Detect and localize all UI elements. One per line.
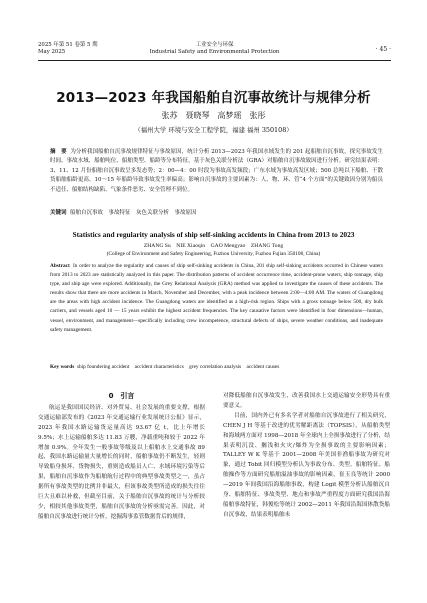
page-number: · 45 ·: [375, 46, 391, 53]
authors-en: ZHANG Su NIE Xiaoqin GAO Mengyao ZHANG Tong: [143, 243, 284, 249]
keywords-en-text: ship foundering accident accident characteristics grey correlation analysis accident causes: [76, 364, 280, 370]
body-column-right: [223, 392, 390, 521]
section-heading-introduction: 0 引言: [108, 392, 135, 400]
keywords-cn-label: 关键词: [50, 210, 67, 216]
intro-paragraph-1: 航运是我国国民经济、对外贸易、社会发展的重要支撑，根据交通运输部发布的《2023 年交通运输行业发展统计公报》显示，2023 年我国水路运输货运量高达 93.67 亿 t，比上年增长 9.5%；水上运输船舶多达 11.83 万艘，净载重吨和较于 2022 年增加 0.9%。全年发生一般事故等级及以上船舶水上交通事故 89 起，我国水路运输量大量增长的同时，船舶事故仍不断发生，轻则导致船身损坏、货物损失，重则造成船员人亡、水域环境污染等后果，船舶自沉事故作为船舶航行过程中的典型事故类型之一，虽占据所有事故类型的比例并非最大，但该事故类型所造成的损失往往巨大且难以补救，但截至目前，关于船舶自沉事故的统计与分析较少，相较其他事故类型，船舶自沉事故的分析亟需完善。因此，对船舶自沉事故进行统计分析，挖掘海事监管数据背后的规律，: [38, 404, 205, 520]
journal-cn: 工业安全与环保: [195, 42, 234, 48]
journal-name: [38, 42, 391, 56]
body-column-left: [38, 392, 205, 523]
abstract-cn-text: 为分析我国船舶自沉事故规律特征与事故原因，统计分析 2013—2023 年我国水域发生的 201 起船舶自沉事故，探究事故发生时间、事故水域、船舶吨位、船舶类型、船龄等分布特征，基于灰色关联分析法（GRA）对船舶自沉事故致因进行分析。研究结果表明：3、11、12 月份船舶自沉事故呈多发态势；2：00—4：00 时段为事故高发频段；广东水域为事故高发区域；500 总吨以下船舶、干散货船舶船龄更高、10～15 年船龄导致事故发生率偏高；影响自沉事故的主要因素为：人、物、环、管“4 个方面”的关键致因分别为船员不适任、船舶结构缺陷、气象条件恶劣、安全管理不到位。: [50, 149, 383, 193]
keywords-en: [50, 363, 383, 372]
running-header: [38, 40, 391, 61]
abstract-cn: [50, 148, 383, 195]
keywords-en-label: Key words: [50, 364, 75, 370]
issue-en: May 2025: [38, 49, 66, 55]
abstract-en-text: In order to analyze the regularity and causes of ship self-sinking accidents in China, 201 ship self-sinking accidents occurred in Chinese waters from 2013 to 2023 are statistically analyzed in this paper. The distribution patterns of accident occurrence time, accident-prone waters, ship tonnage, ship type, and ship age were explored. Additionally, the Grey Relational Analysis (GRA) method was applied to investigate the causes of these accidents. The results show that there are more accidents in March, November and December, with a peak incidence between 2:00—4:00 AM. The waters of Guangdong are the areas with high accident incidence. The Guangdong waters are identified as a high-risk region. Ships with a gross tonnage below 500, dry bulk carriers, and vessels aged 10 — 15 years exhibit the highest accident frequencies. The key causative factors were identified in four dimensions—human, vessel, environment, and management—specifically including crew incompetence, structural defects of ships, severe weather conditions, and inadequate safety management.: [50, 263, 383, 333]
journal-en: Industrial Safety and Environmental Protection: [149, 49, 280, 55]
paper-title-en: Statistics and regularity analysis of ship self-sinking accidents in China from 2013 to 2023: [72, 230, 355, 239]
intro-paragraph-1-continued: 对降低船舶自沉事故发生，改善我国水上交通运输安全形势具有重要意义。: [223, 393, 390, 409]
abstract-cn-label: 摘 要: [50, 149, 67, 155]
keywords-cn: [50, 209, 383, 217]
abstract-en: [50, 262, 383, 335]
paper-title-cn: 2013—2023 年我国船舶自沉事故统计与规律分析: [56, 90, 371, 106]
intro-paragraph-2: 目前，国内外已有多名学者对船舶自沉事故进行了相关研究，CHEN J H 等基于改进的优劣解距离法（TOPSIS），从船舶类型和海域两方面对 1998—2018 年全球内上全损事故进行了分析，结果表明沉没、搁浅和火灾/爆炸为全损事故的主要影响因素；TALLEY W K 等基于 2001—2008 年美国非渔船事故为研究对象，通过 Tobit 回归模型分析认为事故分布、类型、船舶特征、船舶操作等方面研究船舶溢油事故的影响因素，崔玉良等统计 2000—2019 年间我国沿海船舶事故，构建 Logit 模型分析认船舶沉自身、船舶特征、事故类型、地点和事故严重程度方面研究我国沿海船舶事故特征，韩俊松等统计 2002—2011 年我国沿海国体散货船自沉事故，结果表明船舶未: [223, 412, 390, 518]
keywords-cn-text: 船舶自沉事故 事故特征 灰色关联分析 事故原因: [70, 210, 197, 216]
issue-cn: 2025 年第 51 卷第 5 期: [38, 42, 98, 48]
abstract-en-label: Abstract: [50, 263, 70, 269]
affiliation-cn: （福州大学 环境与安全工程学院，福建 福州 350108）: [134, 126, 293, 134]
authors-cn: 张苏 聂晓琴 高梦瑶 张彤: [161, 111, 266, 120]
affiliation-en: (College of Environment and Safety Engineering, Fuzhou University, Fuzhou Fujian 350108, China): [106, 251, 321, 257]
